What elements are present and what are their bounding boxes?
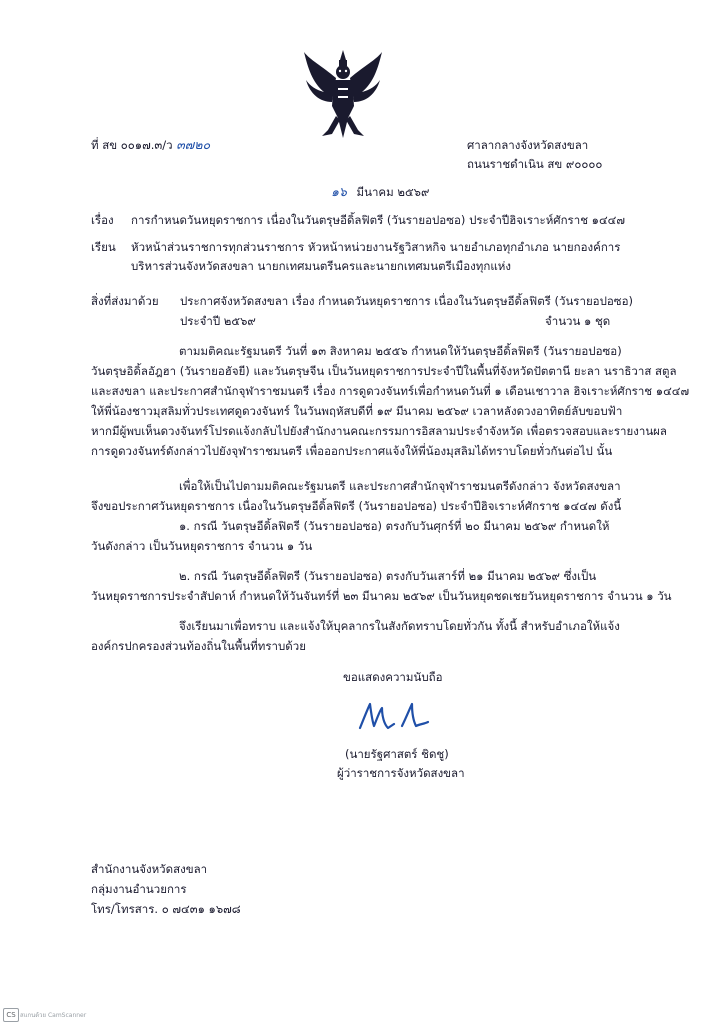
enclosure-line-2: ประจำปี ๒๕๖๙ — [180, 314, 256, 328]
reference-number — [91, 138, 210, 152]
footer-group: กลุ่มงานอำนวยการ — [91, 882, 187, 896]
body-p3-line-2: องค์กรปกครองส่วนท้องถิ่นในพื้นที่ทราบด้วย — [91, 639, 306, 653]
item-2-line-2: วันหยุดราชการประจำสัปดาห์ กำหนดให้วันจันทร์ที่ ๒๓ มีนาคม ๒๕๖๙ เป็นวันหยุดชดเชยวันหยุดราชการ จำนวน ๑ วัน — [91, 589, 672, 603]
footer-dept: สำนักงานจังหวัดสงขลา — [91, 862, 208, 876]
body-p1-line-4: ให้พี่น้องชาวมุสลิมทั่วประเทศดูดวงจันทร์ ในวันพฤหัสบดีที่ ๑๙ มีนาคม ๒๕๖๙ เวลาหลังดวงอาทิตย์ลับขอบฟ้า — [91, 404, 623, 418]
office-name: ศาลากลางจังหวัดสงขลา — [467, 138, 589, 152]
camscanner-logo-icon: CS — [3, 1008, 19, 1022]
enclosure-label: สิ่งที่ส่งมาด้วย — [91, 294, 159, 308]
handwritten-signature — [354, 698, 434, 736]
garuda-emblem-icon — [302, 48, 384, 140]
body-p1-line-3: และสงขลา และประกาศสำนักจุฬาราชมนตรี เรื่อง การดูดวงจันทร์เพื่อกำหนดวันที่ ๑ เดือนเชาวาล ฮิจเราะห์ศักราช ๑๔๔๗ — [91, 384, 690, 398]
date-month-year: มีนาคม ๒๕๖๙ — [356, 185, 430, 199]
body-p1-line-5: หากมีผู้พบเห็นดวงจันทร์โปรดแจ้งกลับไปยังสำนักงานคณะกรรมการอิสลามประจำจังหวัด เพื่อตรวจสอบและรายงานผล — [91, 424, 667, 438]
body-p2-line-2: จึงขอประกาศวันหยุดราชการ เนื่องในวันตรุษอีดิ้ลฟิตรี (วันรายอปอซอ) ประจำปีฮิจเราะห์ศักราช ๑๔๔๗ ดังนี้ — [91, 499, 622, 513]
body-p1-line-6: การดูดวงจันทร์ดังกล่าวไปยังจุฬาราชมนตรี เพื่อออกประกาศแจ้งให้พี่น้องมุสลิมได้ทราบโดยทั่วกันต่อไป นั้น — [91, 444, 613, 458]
body-p1-line-2: วันตรุษอิดิ้ลอัฎฮา (วันรายอฮัจยี) และวันตรุษจีน เป็นวันหยุดราชการประจำปีในพื้นที่จังหวัดปัตตานี ยะลา นราธิวาส สตูล — [91, 364, 677, 378]
date-day-handwritten: ๑๖ — [331, 184, 347, 199]
item-2-line-1: ๒. กรณี วันตรุษอีดิ้ลฟิตรี (วันรายอปอซอ) ตรงกับวันเสาร์ที่ ๒๑ มีนาคม ๒๕๖๙ ซึ่งเป็น — [179, 569, 597, 583]
signer-name: (นายรัฐศาสตร์ ชิดชู) — [345, 747, 449, 761]
body-p3-line-1: จึงเรียนมาเพื่อทราบ และแจ้งให้บุคลากรในสังกัดทราบโดยทั่วกัน ทั้งนี้ สำหรับอำเภอให้แจ้ง — [179, 619, 620, 633]
item-1-line-2: วันดังกล่าว เป็นวันหยุดราชการ จำนวน ๑ วัน — [91, 539, 313, 553]
body-p1-line-1: ตามมติคณะรัฐมนตรี วันที่ ๑๓ สิงหาคม ๒๕๕๖ กำหนดให้วันตรุษอีดิ้ลฟิตรี (วันรายอปอซอ) — [179, 344, 622, 358]
addressee-line-1: หัวหน้าส่วนราชการทุกส่วนราชการ หัวหน้าหน่วยงานรัฐวิสาหกิจ นายอำเภอทุกอำเภอ นายกองค์การ — [131, 240, 621, 254]
closing-salutation: ขอแสดงความนับถือ — [343, 670, 443, 684]
reference-number-handwritten: ๓๗๒๐ — [176, 137, 211, 152]
addressee-line-2: บริหารส่วนจังหวัดสงขลา นายกเทศมนตรีนครและนายกเทศมนตรีเมืองทุกแห่ง — [131, 259, 511, 273]
document-date — [331, 185, 429, 199]
item-1-line-1: ๑. กรณี วันตรุษอีดิ้ลฟิตรี (วันรายอปอซอ) ตรงกับวันศุกร์ที่ ๒๐ มีนาคม ๒๕๖๙ กำหนดให้ — [179, 519, 610, 533]
reference-prefix: ที่ สข ๐๐๑๗.๓/ว — [91, 138, 173, 152]
enclosure-quantity: จำนวน ๑ ชุด — [545, 314, 611, 328]
body-p2-line-1: เพื่อให้เป็นไปตามมติคณะรัฐมนตรี และประกาศสำนักจุฬาราชมนตรีดังกล่าว จังหวัดสงขลา — [179, 479, 621, 493]
addressee-label: เรียน — [91, 240, 116, 254]
signer-title: ผู้ว่าราชการจังหวัดสงขลา — [337, 766, 465, 780]
office-address: ถนนราชดำเนิน สข ๙๐๐๐๐ — [467, 157, 603, 171]
camscanner-watermark-text: สแกนด้วย CamScanner — [20, 1012, 87, 1019]
subject-label: เรื่อง — [91, 213, 114, 227]
subject-text: การกำหนดวันหยุดราชการ เนื่องในวันตรุษอีดิ้ลฟิตรี (วันรายอปอซอ) ประจำปีฮิจเราะห์ศักราช ๑๔๔๗ — [131, 213, 626, 227]
enclosure-line-1: ประกาศจังหวัดสงขลา เรื่อง กำหนดวันหยุดราชการ เนื่องในวันตรุษอีดิ้ลฟิตรี (วันรายอปอซอ) — [180, 294, 633, 308]
footer-tel: โทร/โทรสาร. ๐ ๗๔๓๑ ๑๖๗๘ — [91, 902, 241, 916]
